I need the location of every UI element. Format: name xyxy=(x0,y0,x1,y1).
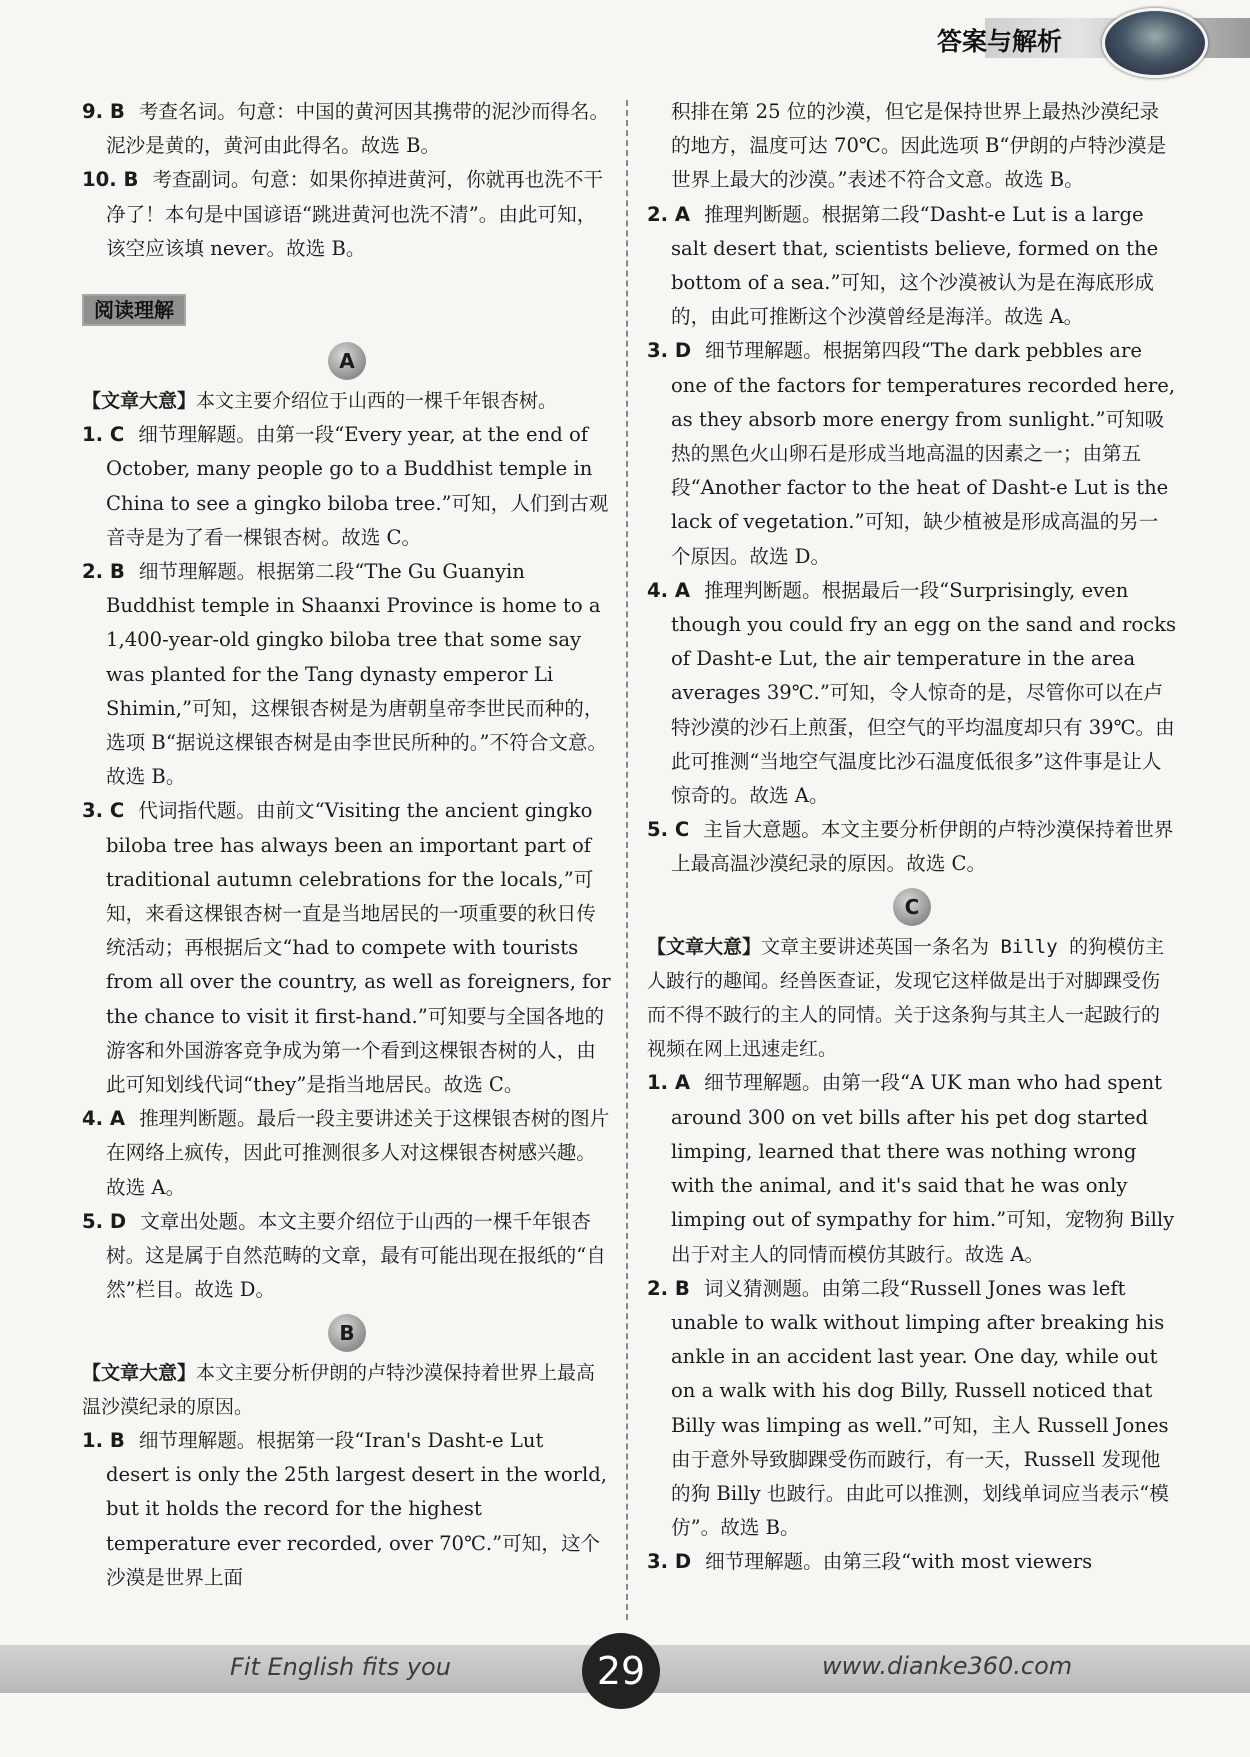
answer-item: 3. D 细节理解题。由第三段“with most viewers xyxy=(647,1550,1093,1574)
header-emblem-image xyxy=(1102,8,1208,78)
footer-url: www.dianke360.com xyxy=(822,1652,1073,1680)
answer-item: 5. D 文章出处题。本文主要介绍位于山西的一棵千年银杏树。这是属于自然范畴的文章，最有可能出现在报纸的“自然”栏目。故选 D。 xyxy=(82,1209,606,1302)
answer-item: 1. C 细节理解题。由第一段“Every year, at the end of October, many people go to a Buddhist temple in China to see a gingko biloba tree.”可知，人们到古观音寺是为了看一棵银杏树。故选 C。 xyxy=(82,423,609,549)
header-title: 答案与解析 xyxy=(936,27,1062,56)
column-divider xyxy=(626,100,628,1620)
answer-item: 3. C 代词指代题。由前文“Visiting the ancient gingko biloba tree has always been an important part of traditional autumn celebrations for the locals,”可知，来看这棵银杏树一直是当地居民的一项重要的秋日传统活动；再根据后文“had to compete with tourists from all over the country, as well as foreigners, for the chance to visit it first-hand.”可知要与全国各地的游客和外国游客竞争成为第一个看到这棵银杏树的人，由此可知划线代词“they”是指当地居民。故选 C。 xyxy=(82,799,611,1097)
answer-item: 2. B 细节理解题。根据第二段“The Gu Guanyin Buddhist temple in Shaanxi Province is home to a 1,400-year-old gingko biloba tree that some say was planted for the Tang dynasty emperor Li Shimin,”可知，这棵银杏树是为唐朝皇帝李世民而种的，选项 B“据说这棵银杏树是由李世民所种的。”不符合文意。故选 B。 xyxy=(82,560,608,789)
passage-summary: 【文章大意】本文主要分析伊朗的卢特沙漠保持着世界上最高温沙漠纪录的原因。 xyxy=(82,1361,596,1418)
passage-summary: 【文章大意】本文主要介绍位于山西的一棵千年银杏树。 xyxy=(82,390,558,413)
answer-item: 1. A 细节理解题。由第一段“A UK man who had spent around 300 on vet bills after his pet dog started limping, learned that there was nothing wrong with the animal, and it's said that he was only limping out of sympathy for him.”可知，宠物狗 Billy 出于对主人的同情而模仿其跛行。故选 A。 xyxy=(647,1071,1175,1266)
right-column xyxy=(647,95,1177,1580)
footer-slogan: Fit English fits you xyxy=(230,1653,451,1681)
passage-badge-a: A xyxy=(328,342,366,380)
passage-badge-c: C xyxy=(893,888,931,926)
answer-item: 4. A 推理判断题。最后一段主要讲述关于这棵银杏树的图片在网络上疯传，因此可推测很多人对这棵银杏树感兴趣。故选 A。 xyxy=(82,1107,610,1199)
passage-badge-b: B xyxy=(328,1314,366,1352)
answer-item-continued: 积排在第 25 位的沙漠，但它是保持世界上最热沙漠纪录的地方，温度可达 70℃。因此选项 B“伊朗的卢特沙漠是世界上最大的沙漠。”表述不符合文意。故选 B。 xyxy=(671,100,1167,192)
answer-item: 10. B 考查副词。句意：如果你掉进黄河，你就再也洗不干净了！本句是中国谚语“跳进黄河也洗不清”。由此可知，该空应该填 never。故选 B。 xyxy=(82,168,604,260)
answer-item: 3. D 细节理解题。根据第四段“The dark pebbles are one of the factors for temperatures recorded here, as they absorb more energy from sunlight.”可知吸热的黑色火山卵石是形成当地高温的因素之一；由第五段“Another factor to the heat of Dasht-e Lut is the lack of vegetation.”可知，缺少植被是形成高温的另一个原因。故选 D。 xyxy=(647,339,1176,568)
answer-item: 1. B 细节理解题。根据第一段“Iran's Dasht-e Lut desert is only the 25th largest desert in the world, but it holds the record for the highest temperature ever recorded, over 70℃.”可知，这个沙漠是世界上面 xyxy=(82,1428,608,1589)
answer-item: 2. A 推理判断题。根据第二段“Dasht-e Lut is a large salt desert that, scientists believe, formed on the bottom of a sea.”可知，这个沙漠被认为是在海底形成的，由此可推断这个沙漠曾经是海洋。故选 A。 xyxy=(647,202,1159,329)
section-label-reading: 阅读理解 xyxy=(82,294,186,326)
answer-item: 9. B 考查名词。句意：中国的黄河因其携带的泥沙而得名。泥沙是黄的，黄河由此得名。故选 B。 xyxy=(82,100,610,158)
passage-summary: 【文章大意】文章主要讲述英国一条名为 Billy 的狗模仿主人跛行的趣闻。经兽医查证，发现它这样做是出于对脚踝受伤而不得不跛行的主人的同情。关于这条狗与其主人一起跛行的视频在网上迅速走红。 xyxy=(647,935,1165,1061)
answer-item: 2. B 词义猜测题。由第二段“Russell Jones was left unable to walk without limping after breaking his ankle in an accident last year. One day, while out on a walk with his dog Billy, Russell noticed that Billy was limping as well.”可知，主人 Russell Jones 由于意外导致脚踝受伤而跛行，有一天，Russell 发现他的狗 Billy 也跛行。由此可以推测，划线单词应当表示“模仿”。故选 B。 xyxy=(647,1276,1169,1540)
page-number: 29 xyxy=(582,1633,660,1709)
left-column xyxy=(82,95,612,1595)
answer-item: 4. A 推理判断题。根据最后一段“Surprisingly, even though you could fry an egg on the sand and rocks of Dasht-e Lut, the air temperature in the area averages 39℃.”可知，令人惊奇的是，尽管你可以在卢特沙漠的沙石上煎蛋，但空气的平均温度却只有 39℃。由此可推测“当地空气温度比沙石温度低很多”这件事是让人惊奇的。故选 A。 xyxy=(647,578,1177,808)
answer-item: 5. C 主旨大意题。本文主要分析伊朗的卢特沙漠保持着世界上最高温沙漠纪录的原因。故选 C。 xyxy=(647,818,1174,876)
